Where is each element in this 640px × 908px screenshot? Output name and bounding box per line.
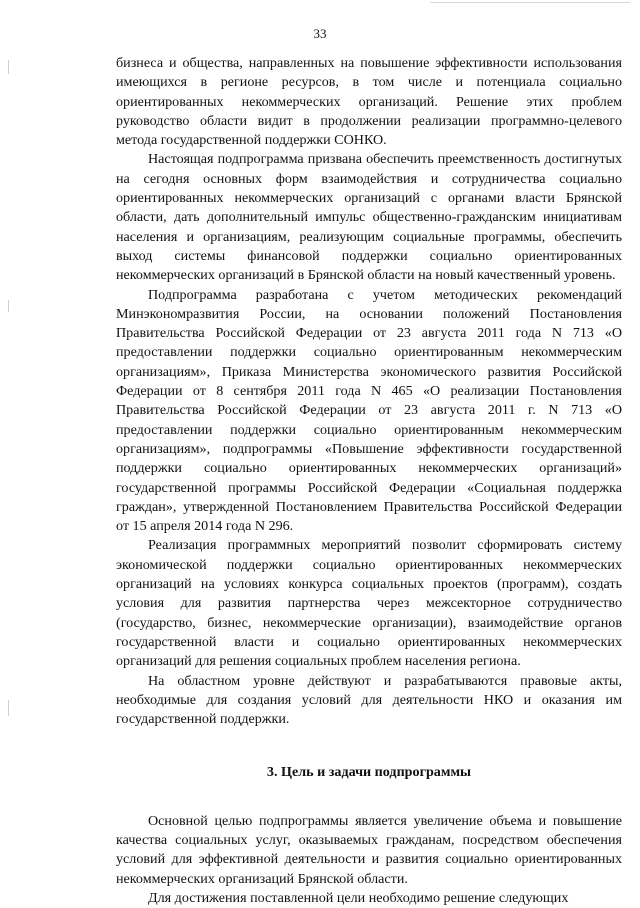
paragraph: На областном уровне действуют и разрабатываются правовые акты, необходимые для создания условий для деятельности НКО и оказания им государственной поддержки. xyxy=(116,672,622,728)
paragraph: Реализация программных мероприятий позволит сформировать систему экономической поддержки социально ориентированных некоммерческих организаций на условиях конкурса социальных проектов (программ), создать условия для развития партнерства через межсекторное сотрудничество (государство, бизнес, некоммерческие организации), взаимодействие органов государственной власти и социально ориентированных некоммерческих организаций для решения социальных проблем населения региона. xyxy=(116,537,622,670)
scan-top-rule xyxy=(430,2,630,3)
scan-edge-mark xyxy=(8,300,9,312)
paragraph: Настоящая подпрограмма призвана обеспечить преемственность достигнутых на сегодня основных форм взаимодействия и сотрудничества социально ориентированных некоммерческих организаций с органами власти Брянской области, дать дополнительный импульс общественно-гражданским инициативам населения и организациям, реализующим социальные программы, обеспечить выход системы финансовой поддержки социально ориентированных некоммерческих организаций в Брянской области на новый качественный уровень. xyxy=(116,151,622,284)
section-paragraph: Для достижения поставленной цели необходимо решение следующих xyxy=(148,889,569,906)
section-heading: 3. Цель и задачи подпрограммы xyxy=(266,764,472,781)
section-paragraph: Основной целью подпрограммы является увеличение объема и повышение качества социальных услуг, оказываемых гражданам, посредством обеспечения условий для эффективной деятельности и развития социально ориентированных некоммерческих организаций Брянской области. xyxy=(116,812,622,887)
paragraph: Подпрограмма разработана с учетом методических рекомендаций Минэкономразвития России, на основании положений Постановления Правительства Российской Федерации от 23 августа 2011 года N 713 «О предоставлении поддержки социально ориентированным некоммерческим организациям», Приказа Министерства экономического развития Российской Федерации от 8 сентября 2011 года N 465 «О реализации Постановления Правительства Российской Федерации от 23 августа 2011 г. N 713 «О предоставлении поддержки социально ориентированным некоммерческим организациям», подпрограммы «Повышение эффективности государственной поддержки социально ориентированных некоммерческих организаций» государственной программы Российской Федерации «Социальная поддержка граждан», утвержденной Постановлением Правительства Российской Федерации от 15 апреля 2014 года N 296. xyxy=(116,286,622,535)
scan-edge-mark xyxy=(8,60,9,74)
document-body xyxy=(116,54,622,908)
paragraph-continuation: бизнеса и общества, направленных на повышение эффективности использования имеющихся в регионе ресурсов, в том числе и потенциала социально ориентированных некоммерческих организаций. Решение этих проблем руководство области видит в продолжении реализации программно-целевого метода государственной поддержки СОНКО. xyxy=(116,55,622,149)
scan-edge-mark xyxy=(8,700,9,716)
page-number: 33 xyxy=(313,26,327,41)
